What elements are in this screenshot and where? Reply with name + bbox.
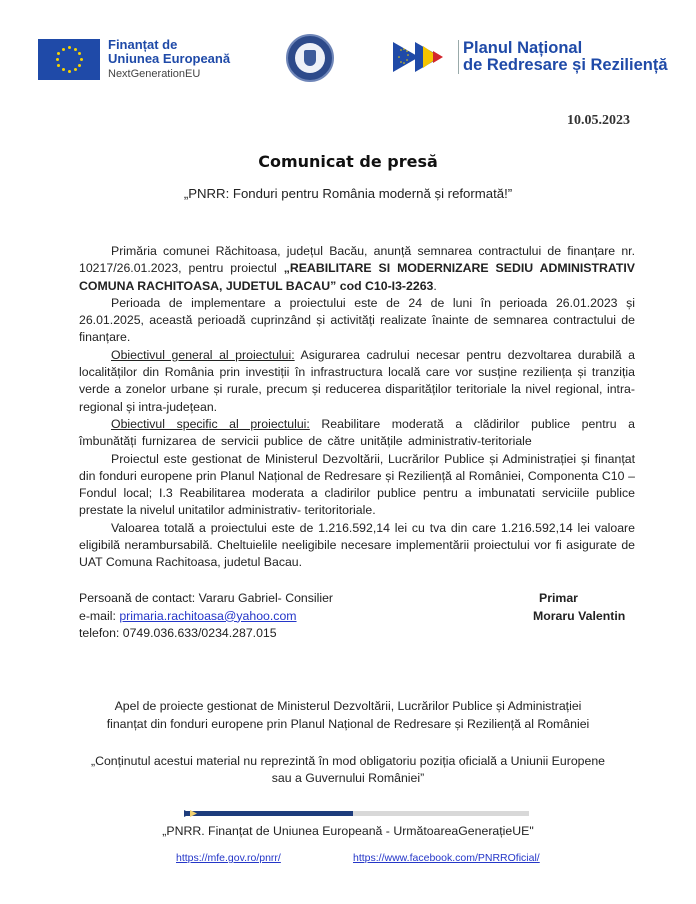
general-objective-label: Obiectivul general al proiectului: [111, 347, 295, 362]
disclaimer-line2: sau a Guvernului României” [271, 771, 425, 785]
email-link[interactable]: primaria.rachitoasa@yahoo.com [119, 608, 297, 623]
pnrr-logo-line2: de Redresare și Reziliență [463, 56, 668, 74]
eu-star-icon [78, 52, 81, 55]
pnrr-arrows-icon [393, 40, 455, 74]
mfe-link[interactable]: https://mfe.gov.ro/pnrr/ [176, 852, 281, 864]
contact-email-row [79, 608, 333, 626]
specific-objective-label: Obiectivul specific al proiectului: [111, 416, 310, 431]
mayor-signature [533, 590, 625, 625]
pnrr-slogan: „PNRR. Finanțat de Uniunea Europeană - UrmătoareaGenerațieUE" [162, 824, 534, 838]
contact-phone: telefon: 0749.036.633/0234.287.015 [79, 626, 277, 641]
pnrr-mini-arrows-icon [184, 810, 200, 817]
eu-flag-icon [38, 39, 100, 80]
eu-funding-logo [38, 38, 230, 81]
paragraph-period: Perioada de implementare a proiectului este de 24 de luni în perioada 26.01.2023 și 26.01.2025, această perioadă cuprinzând și activități realizate înainte de semnarea contractului de finanțare. [79, 295, 635, 345]
contact-block [79, 590, 333, 643]
specific-objective-text: Reabilitare moderată a clădirilor publice pentru a îmbunătăți furnizarea de servicii publice de către unitățile administrativ-teritoriale [79, 416, 635, 449]
mayor-name: Moraru Valentin [533, 608, 626, 623]
facebook-link[interactable]: https://www.facebook.com/PNRROficial/ [353, 852, 540, 864]
document-date: 10.05.2023 [567, 113, 630, 128]
funding-note-line2: finanțat din fonduri europene prin Planul Național de Redresare și Reziliență al României [106, 717, 590, 731]
eu-star-icon [56, 58, 59, 61]
press-release-body [79, 243, 635, 572]
eu-star-icon [68, 70, 71, 73]
logo-separator [458, 40, 459, 74]
coat-of-arms-icon [304, 50, 316, 66]
eu-logo-line3: NextGenerationEU [108, 68, 201, 80]
disclaimer-line1: „Conținutul acestui material nu reprezintă în mod obligatoriu poziția oficială a Uniunii Europene [90, 754, 606, 768]
footer-bar-fill [184, 811, 353, 816]
eu-star-icon [74, 48, 77, 51]
mayor-title: Primar [539, 591, 578, 605]
government-seal-icon [286, 34, 334, 82]
eu-star-icon [62, 68, 65, 71]
project-name: „REABILITARE SI MODERNIZARE SEDIU ADMINISTRATIV COMUNA RACHITOASA, JUDETUL BACAU” cod C10-I3-2263 [79, 261, 635, 293]
disclaimer [0, 753, 696, 787]
paragraph-text: . [433, 278, 437, 293]
paragraph-value: Valoarea totală a proiectului este de 1.216.592,14 lei cu tva din care 1.216.592,14 lei valoare eligibilă nerambursabilă. Cheltuielile neeligibile necesare implementării proiectului vor fi asigurate de UAT Comuna Rachitoasa, judetul Bacau. [79, 520, 635, 570]
eu-star-icon [57, 52, 60, 55]
paragraph-specific-objective [79, 416, 635, 451]
page-title: Comunicat de presă [258, 152, 438, 171]
eu-star-icon [74, 68, 77, 71]
pnrr-logo [393, 40, 668, 74]
eu-star-icon [80, 58, 83, 61]
paragraph-contract [79, 243, 635, 295]
footer-decorative-bar [184, 811, 529, 816]
eu-star-icon [57, 64, 60, 67]
eu-star-icon [78, 64, 81, 67]
paragraph-management: Proiectul este gestionat de Ministerul Dezvoltării, Lucrărilor Publice și Administrației și finanțat din fonduri europene prin Planul Național de Redresare și Reziliență al României, Componenta C10 – Fondul local; I.3 Reabilitarea moderata a cladirilor publice pentru a imbunatati serviciile publice prestate la nivelul unitatilor administrativ- teritoritoriale. [79, 451, 635, 518]
email-label: e-mail: [79, 608, 120, 623]
eu-star-icon [62, 48, 65, 51]
funding-note [0, 697, 696, 733]
eu-logo-line2: Uniunea Europeană [108, 51, 231, 66]
contact-person: Persoană de contact: Vararu Gabriel- Consilier [79, 591, 334, 605]
pnrr-logo-line1: Planul Național [463, 39, 583, 57]
eu-logo-line1: Finanțat de [108, 37, 178, 52]
paragraph-general-objective [79, 347, 635, 416]
eu-star-icon [68, 46, 71, 49]
general-objective-text: Asigurarea cadrului necesar pentru dezvoltarea durabilă a localităților din România prin investiții în infrastructura locală care vor susține reziliența și tranziția verde a zonelor urbane și rurale, precum și reducerea disparităților teritoriale la nivel regional, intra-regional și intra-județean. [79, 347, 635, 414]
paragraph-text: Primăria comunei Răchitoasa, județul Bacău, anunță semnarea contractului de finanțare nr. 10217/26.01.2023, pentru proiectul [79, 244, 635, 276]
page-subtitle: „PNRR: Fonduri pentru România modernă și reformată!” [183, 186, 513, 201]
funding-note-line1: Apel de proiecte gestionat de Ministerul Dezvoltării, Lucrărilor Publice și Administrației [114, 699, 582, 713]
